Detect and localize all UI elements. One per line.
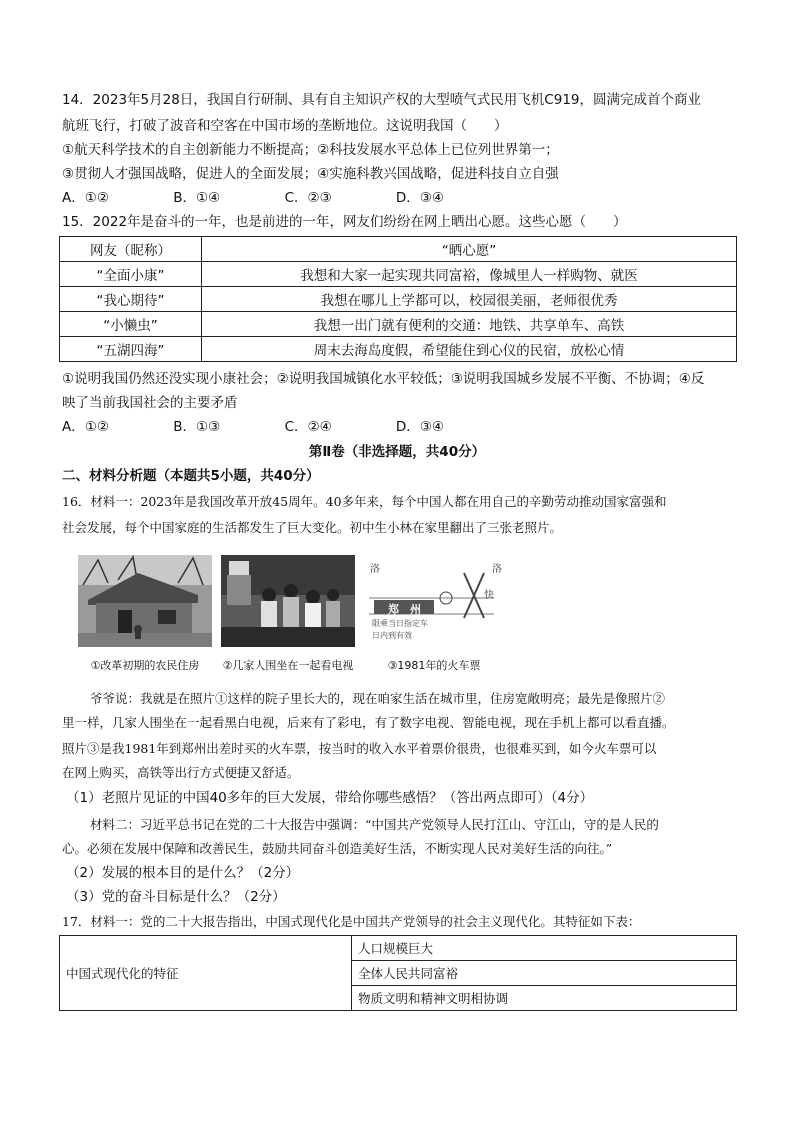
q14-options [62,189,503,207]
nickname-cell: “我心期待” [60,287,202,312]
ticket-city: 郑 州 [388,603,421,616]
ticket-note2: 日内到有效 [372,631,412,640]
table-row [60,287,737,312]
photo-caption-3: ③1981年的火车票 [387,659,481,672]
photo-tv-watching [221,555,355,647]
q14-option-d[interactable]: D．③④ [395,190,444,206]
q16-question-3: （3）党的奋斗目标是什么？（2分） [66,889,286,905]
nickname-cell: “小懒虫” [60,312,202,337]
q14-statements-line1: ①航天科学技术的自主创新能力不断提高；②科技发展水平总体上已位列世界第一； [62,142,559,158]
q14-stem-line1: 14．2023年5月28日，我国自行研制、具有自主知识产权的大型喷气式民用飞机C919，圆满完成首个商业 [62,92,701,108]
q16-material1-line2: 社会发展，每个中国家庭的生活都发生了巨大变化。初中生小林在家里翻出了三张老照片。 [62,520,563,535]
q15-statements-line2: 映了当前我国社会的主要矛盾 [62,395,238,411]
ticket-fast-label: 快 [484,590,494,601]
photo-caption-1: ①改革初期的农民住房 [90,659,200,672]
table-header-cell: “晒心愿” [202,237,737,262]
q15-option-c[interactable]: C．②④ [284,419,332,435]
feature-cell: 全体人民共同富裕 [352,961,737,986]
q16-question-2: （2）发展的根本目的是什么？（2分） [66,865,300,881]
wish-cell: 我想一出门就有便利的交通：地铁、共享单车、高铁 [202,312,737,337]
feature-cell: 物质文明和精神文明相协调 [352,986,737,1011]
q14-option-a[interactable]: A．①② [62,190,109,206]
wish-cell: 我想在哪儿上学都可以，校园很美丽，老师很优秀 [202,287,737,312]
section-heading: 二、材料分析题（本题共5小题，共40分） [62,468,320,484]
table-row [60,262,737,287]
table-row [60,312,737,337]
q16-material2-line1: 材料二：习近平总书记在党的二十大报告中强调：“中国共产党领导人民打江山、守江山，守的是人民的 [90,817,659,832]
wish-cell: 周末去海岛度假，希望能住到心仪的民宿，放松心情 [202,337,737,362]
ticket-station-from: 洛 [370,564,380,575]
q15-options [62,418,503,436]
q15-option-d[interactable]: D．③④ [395,419,444,435]
photo-caption-2: ②几家人围坐在一起看电视 [222,659,354,672]
q14-statements-line2: ③贯彻人才强国战略，促进人的全面发展；④实施科教兴国战略，促进科技自立自强 [62,166,559,182]
q15-option-b[interactable]: B．①③ [173,419,221,435]
photo-farmhouse [78,555,212,647]
q16-material1-line1: 16．材料一：2023年是我国改革开放45周年。40多年来，每个中国人都在用自己的辛勤劳动推动国家富强和 [62,494,667,509]
ticket-station-from-right: 洛 [492,564,502,575]
q15-statements-line1: ①说明我国仍然还没实现小康社会；②说明我国城镇化水平较低；③说明我国城乡发展不平衡、不协调；④反 [62,371,705,387]
feature-cell: 人口规模巨大 [352,936,737,961]
photo-train-ticket [364,558,504,648]
q16-material2-line2: 心。必须在发展中保障和改善民生，鼓励共同奋斗创造美好生活，不断实现人民对美好生活的向往。” [62,841,613,856]
wish-cell: 我想和大家一起实现共同富裕，像城里人一样购物、就医 [202,262,737,287]
q15-wish-table [59,236,737,362]
table-row [60,936,737,961]
q16-grandpa-line3: 照片③是我1981年到郑州出差时买的火车票，按当时的收入水平着票价很贵，也很难买到，如今火车票可以 [62,741,657,756]
features-label-cell: 中国式现代化的特征 [60,936,352,1011]
q17-features-table [59,935,737,1011]
q16-question-1: （1）老照片见证的中国40多年的巨大发展，带给你哪些感悟？（答出两点即可）（4分） [66,790,594,806]
q16-grandpa-line2: 里一样，几家人围坐在一起看黑白电视，后来有了彩电，有了数字电视、智能电视，现在手机上都可以看直播。 [62,715,675,730]
nickname-cell: “五湖四海” [60,337,202,362]
q16-grandpa-line1: 爷爷说：我就是在照片①这样的院子里长大的，现在咱家生活在城市里，住房宽敞明亮；最先是像照片② [90,691,666,706]
q14-option-c[interactable]: C．②③ [284,190,332,206]
q14-option-b[interactable]: B．①④ [173,190,221,206]
table-header-row [60,237,737,262]
part2-title: 第Ⅱ卷（非选择题，共40分） [308,444,486,460]
q15-stem: 15．2022年是奋斗的一年，也是前进的一年，网友们纷纷在网上晒出心愿。这些心愿（ ） [62,214,627,230]
table-header-cell: 网友（昵称） [60,237,202,262]
q16-grandpa-line4: 在网上购买，高铁等出行方式便捷又舒适。 [62,765,300,780]
q17-material1: 17．材料一：党的二十大报告指出，中国式现代化是中国共产党领导的社会主义现代化。其特征如下表： [62,914,641,929]
nickname-cell: “全面小康” [60,262,202,287]
q14-stem-line2: 航班飞行，打破了波音和空客在中国市场的垄断地位。这说明我国（ ） [62,118,508,134]
q15-option-a[interactable]: A．①② [62,419,109,435]
table-row [60,337,737,362]
ticket-note1: 限乘当日指定车 [372,619,428,628]
